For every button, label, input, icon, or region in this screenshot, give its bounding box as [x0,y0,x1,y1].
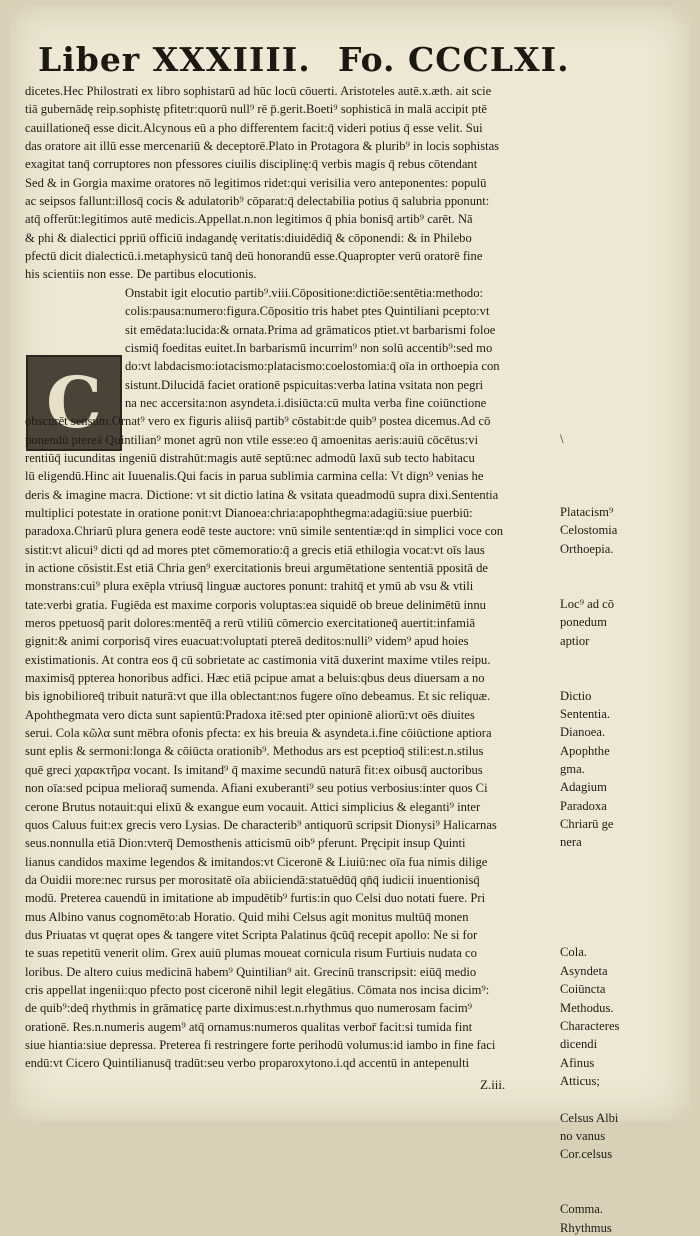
margin-note: Dictio [560,688,592,703]
text-line: cris appellat ingenii:quo pfecto post ciceronē nihil legit elegātius. Cōmata nos incisa dicim⁹: [25,982,490,997]
margin-note: Platacism⁹ [560,505,614,520]
text-line: seus.nonnulla etiā Dion:vterq̄ Demosthenis atticismū oib⁹ pferunt. Pręcipit insup Quinti [25,836,466,851]
text-line: monstrans:cui⁹ plura exēpla vtriusq̄ linguæ auctores ponunt: trahitq̄ et ymū ab vsu & vtili [25,579,474,594]
margin-note: nera [560,835,582,850]
text-line: na nec accersita:non asyndeta.i.disiūcta:cū multa verba fine coiūnctione [125,395,487,410]
margin-note: Comma. [560,1202,604,1217]
margin-note: Loc⁹ ad cō [560,596,615,611]
text-line: & phi & dialectici ppriū officiū indagandę veritatis:diuidēdiq̄ & cōponendi: & in Philebo [25,230,472,245]
text-line: loribus. De altero cuius medicinā habem⁹ Quintilian⁹ ait. Grecinū transcripsit: eiūq̄ medio [25,964,477,979]
margin-note: Sententia. [560,706,611,721]
signature-mark: Z.iii. [480,1077,506,1092]
text-line: sunt eplis & sermoni:longa & cōiūcta orationib⁹. Methodus ars est pceptioq̄ stili:est.n.stilus [25,744,484,759]
margin-note: Adagium [560,780,607,795]
text-line: tiā gubernādę reip.sophistę pfitetr:quorū null⁹ rē p̄.gerit.Boeti⁹ sophisticā in malā accipit ptē [25,102,488,117]
text-line: sistunt.Dilucidā faciet orationē pspicuitas:verba latina vsitata non pegri [125,377,484,392]
text-line: rentiūq̄ iucunditas ingeniū distrahūt:magis autē septū:nec admodū laxū sub tecto habitacu [25,450,475,465]
text-line: Apohthegmata vero dicta sunt sapientū:Pradoxa itē:sed pter opinionē aliorū:vt oēs diuites [25,707,475,722]
body-text-upper [25,82,540,284]
text-line: mus Albino vanus cognomēto:ab Horatio. Quid mihi Celsus agit monitus multūq̄ monen [25,909,469,924]
margin-note: Coiūncta [560,982,606,997]
text-line: lū eligendū.Hinc ait Iuuenalis.Qui facis in parua sublimia carmina cella: Vt dign⁹ venias he [25,469,484,484]
text-line: ponendū ptereā Quintilian⁹ monet agrū non vtile esse:eo q̄ amoenitas aeris:auiū cōcētus:vi [25,432,479,447]
text-line: Sed & in Gorgia maxime oratores nō legitimos ridet:qui verisilia vero anteponentes: populū [25,175,487,190]
text-line: das oratore ait illū esse mercenariū & deceptorē.Plato in Protagora & plurib⁹ in locis sophistas [25,139,500,154]
margin-note: Asyndeta [560,963,608,978]
text-line: endū:vt Cicero Quintilianusq̄ tradūt:seu verbo proparoxytono.i.qd accentū in antepenulti [25,1056,470,1071]
text-line: de quib⁹:deq̄ rhythmis in grāmaticę parte diximus:est.n.rhythmus quo numerosam facim⁹ [25,1001,473,1016]
text-line: modū. Preterea cauendū in imitatione ab impudētib⁹ furtis:in quo Celsi duo notati fuere. Pri [25,891,486,906]
margin-note: Rhythmus [560,1220,612,1235]
margin-note: Cor.celsus [560,1147,613,1162]
text-line: te suas repetitū venerit olim. Grex auiū plumas moueat cornicula risum Furtiuis nudata co [25,946,477,961]
text-line: ac seipsos fallunt:illosq̄ cocis & adulatorib⁹ cōparat:q̄ delectabilia potius q̄ salubria pponunt: [25,194,490,209]
text-line: do:vt labdacismo:iotacismo:platacismo:coelostomia:q̄ oīa in orthoepia con [125,359,500,374]
margin-note: Characteres [560,1018,620,1033]
text-line: sistit:vt alicui⁹ dicti qd ad mores ptet cōmemoratio:q̄ a grecis etiā ethilogia vocat:vt oīs laus [25,542,485,557]
margin-note: aptior [560,633,590,648]
margin-note: gma. [560,761,585,776]
text-line: existimationis. At contra eos q̄ cū sobrietate ac castimonia vitā duxerint maxime vtiles reipu. [25,652,491,667]
text-line: lianus candidos maxime legendos & imitandos:vt Ciceronē & Liuiū:nec oīa fua nimis dilige [25,854,488,869]
text-line: orationē. Res.n.numeris augem⁹ atq̄ ornamus:numeros qualitas verbor̄ facit:si tumida fint [25,1019,473,1034]
text-line: siue hiantia:siue depressa. Preterea fi restringere forte perihodū volumus:id iambo in fine faci [25,1037,496,1052]
margin-note: Celsus Albi [560,1110,619,1125]
body-text-main [25,284,540,1073]
margin-note: Apophthe [560,743,610,758]
text-line: meros ppetuosq̄ parit dolores:mentēq̄ a rerū vtiliū cōmercio exercitationeq̄ auertit:infamiā [25,616,476,631]
text-line: quos Caluus fuit:ex grecis vero Lysias. De characterib⁹ antiquorū scripsit Dionysi⁹ Halicarnas [25,817,497,832]
text-line: quē greci χαρακτῆρα vocant. Is imitand⁹ q̄ maxime secundū naturā fit:ex oibusq̄ auctoribus [25,762,483,777]
margin-note: Cola. [560,945,587,960]
margin-note: ponedum [560,615,607,630]
text-line: in actione cōsistit.Est etiā Chria gen⁹ exercitationis breui argumētatione sententiā ppositā de [25,561,488,576]
text-line: paradoxa.Chriarū plura genera eodē teste auctore: vnū simile sententiæ:qd in simplici voce con [25,524,504,539]
folio-number-heading: Fo. CCCLXI. [338,40,570,79]
text-line: exagitat tanq̄ corruptores non pfessores ciuilis disciplinę:q̄ verbis magis q̄ rebus cōtendant [25,157,478,172]
margin-note: dicendi [560,1037,598,1052]
decorated-initial-letter: C [26,355,122,451]
text-line: Onstabit igit elocutio partib⁹.viii.Cōpositione:dictiōe:sentētia:methodo: [125,285,484,300]
text-line: serui. Cola κῶλα sunt mēbra ofonis pfecta: ex his breuia & asyndeta.i.fine cōiūctione aptiora [25,726,492,741]
text-line: deris & imagine macra. Dictione: vt sit dictio latina & vsitata queadmodū supra dixi.Sententia [25,487,499,502]
text-line: dicetes.Hec Philostrati ex libro sophistarū ad hūc locū cōuerti. Aristoteles autē.x.æth. ait scie [25,84,492,98]
text-line: obscurēt sensum.Ornat⁹ vero ex figuris aliisq̄ partib⁹ cōstabit:de quib⁹ postea dicemus.Ad cō [25,414,491,429]
margin-note: Dianoea. [560,725,606,740]
margin-note: Afinus [560,1055,595,1070]
text-line: gignit:& animi corporisq̄ vires euacuat:voluptati ptereā deditos:nulli⁹ videm⁹ apud hoies [25,634,469,649]
text-line: cismiq̄ foeditas euitet.In barbarismū incurrim⁹ non solū accentib⁹:sed mo [125,340,493,355]
text-line: sit emēdata:lucida:& ornata.Prima ad grāmaticos ptiet.vt barbarismi foloe [125,322,496,337]
text-line: cerone Brutus notauit:qui elixū & exangue eum vocauit. Attici simplicius & eleganti⁹ inter [25,799,481,814]
text-line: atq̄ offerūt:legitimos autē medicis.Appellat.n.non legitimos q̄ phia bonisq̄ artib⁹ carēt. Nā [25,212,473,227]
margin-note: Celostomia [560,523,618,538]
text-line: maximisq̄ ppterea honoribus adfici. Hæc etiā pcipue amat a beluis:qbus deus diuersam a no [25,671,485,686]
margin-note: no vanus [560,1128,606,1143]
text-line: multiplici potestate in oratione ponit:vt Dianoea:chria:apophthegma:adagiū:siue puerbiū: [25,506,473,521]
text-line: colis:pausa:numero:figura.Cōpositio tris habet ptes Quintiliani pcepto:vt [125,304,490,319]
text-line: bis ignobilioreq̄ tribuit naturā:vt que illa oblectant:nos fugere oīno debeamus. Et sic reliquæ. [25,689,491,704]
text-line: his scientiis non esse. De partibus elocutionis. [25,267,257,282]
margin-note: Paradoxa [560,798,607,813]
text-line: cauillationeq̄ esse dicit.Alcynous eū a pho differentem facit:q̄ videri potius q̄ esse velit. Sui [25,120,483,135]
margin-note: Methodus. [560,1000,614,1015]
text-line: pfectū dicit dialecticū.i.metaphysicū tanq̄ deū honorandū esse.Quapropter verū oratorē fine [25,249,483,264]
text-line: dus Priuatas vt quęrat opes & tangere vitet Scripta Palatinus q̄cūq̄ recepit apollo: Ne si for [25,927,478,942]
text-line: da Ouidii more:nec rursus per morositatē oīa abiiciendā:statuēdūq̄ qn̄q̄ iudicii inuentionisq̄ [25,872,480,887]
book-number-heading: Liber XXXIIII. [38,40,311,79]
margin-note: Atticus; [560,1073,600,1088]
text-line: non oīa:sed pcipua melioraq̄ sumenda. Afiani exuberanti⁹ seu potius verbosius:inter quos Ci [25,781,488,796]
margin-note: \ [560,431,564,446]
margin-note: Chriarū ge [560,817,614,831]
text-line: tate:verbi gratia. Fugiēda est maxime corporis voluptas:ea siquidē ob breue delinimētū innu [25,597,486,612]
margin-note: Orthoepia. [560,541,614,556]
